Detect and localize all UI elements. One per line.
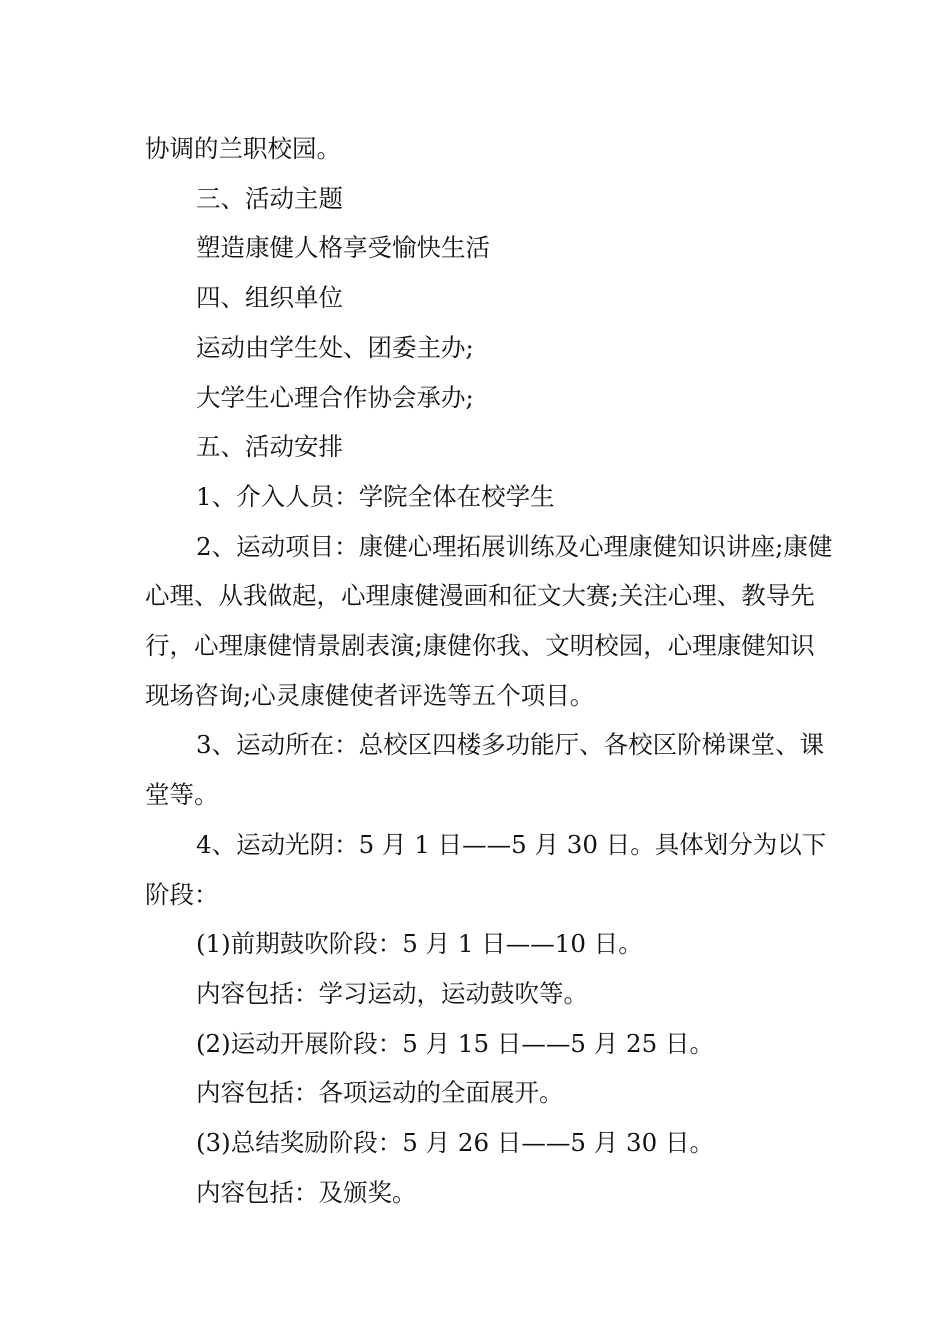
stage-2-title: (2)运动开展阶段：5 月 15 日——5 月 25 日。 xyxy=(196,1028,714,1058)
stage-2-content: 内容包括：各项运动的全面展开。 xyxy=(196,1078,564,1108)
stage-1-content: 内容包括：学习运动，运动鼓吹等。 xyxy=(196,978,588,1008)
activity-theme-text: 塑造康健人格享受愉快生活 xyxy=(196,233,490,263)
arrangement-projects: 2、运动项目：康健心理拓展训练及心理康健知识讲座;康健心理、从我做起，心理康健漫画和征文大赛;关注心理、教导先行，心理康健情景剧表演;康健你我、文明校园，心理康健知识现场咨询;心灵康健使者评选等五个项目。 xyxy=(145,531,833,710)
stage-1-title: (1)前期鼓吹阶段：5 月 1 日——10 日。 xyxy=(196,929,643,959)
organizer-host: 运动由学生处、团委主办; xyxy=(196,332,474,362)
heading-activity-theme: 三、活动主题 xyxy=(196,183,343,213)
stage-3-content: 内容包括：及颁奖。 xyxy=(196,1177,417,1207)
stage-3-title: (3)总结奖励阶段：5 月 26 日——5 月 30 日。 xyxy=(196,1128,714,1158)
paragraph-closing-line: 协调的兰职校园。 xyxy=(145,134,341,163)
document-body xyxy=(145,124,835,1217)
heading-activity-arrangement: 五、活动安排 xyxy=(196,432,343,462)
arrangement-participants: 1、介入人员：学院全体在校学生 xyxy=(196,481,555,511)
organizer-undertaker: 大学生心理合作协会承办; xyxy=(196,382,474,412)
heading-organizers: 四、组织单位 xyxy=(196,283,343,313)
arrangement-time: 4、运动光阴：5 月 1 日——5 月 30 日。具体划分为以下阶段： xyxy=(145,829,827,909)
arrangement-venue: 3、运动所在：总校区四楼多功能厅、各校区阶梯课堂、课堂等。 xyxy=(145,730,825,810)
